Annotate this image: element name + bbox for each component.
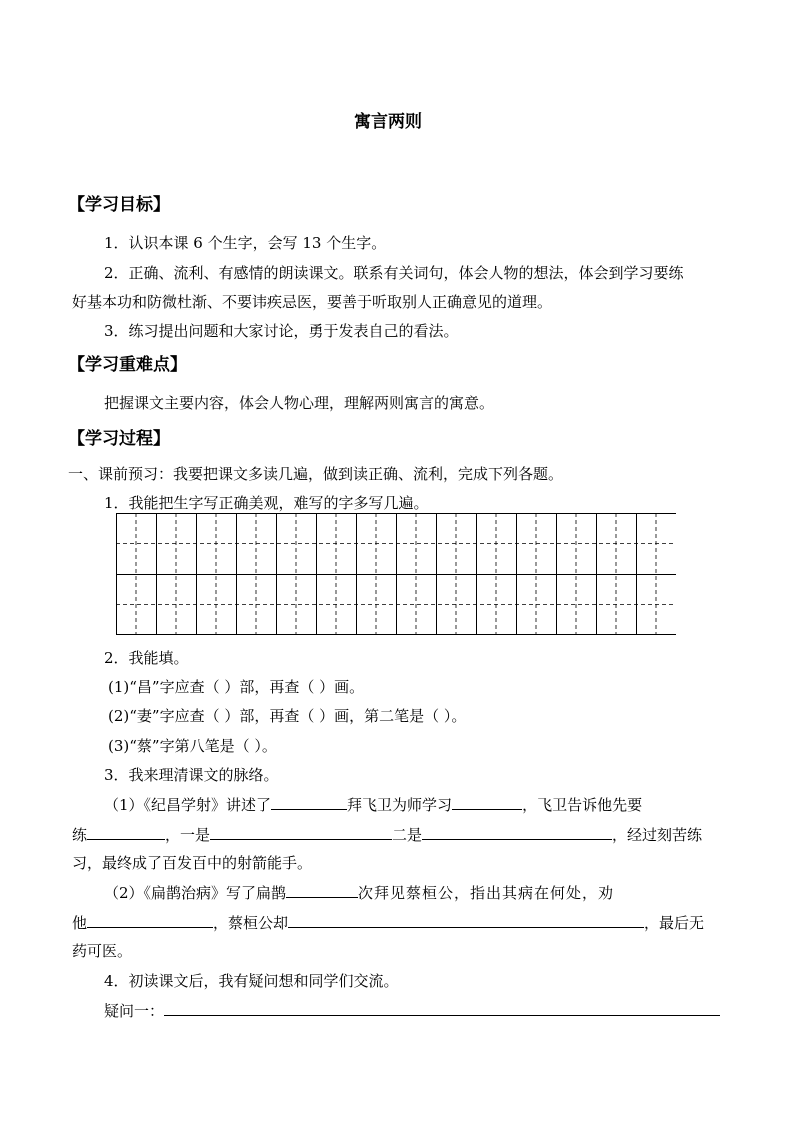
character-writing-grid[interactable] <box>116 513 676 635</box>
goal-3: 3．练习提出问题和大家讨论，勇于发表自己的看法。 <box>104 322 459 340</box>
blank-line[interactable] <box>164 999 720 1016</box>
section-heading-keypoints: 【学习重难点】 <box>68 355 187 375</box>
question-3-1-line-3: 习，最终成了百发百中的射箭能手。 <box>72 854 313 872</box>
blank-line[interactable] <box>422 823 612 840</box>
goal-2-line-1: 2．正确、流利、有感情的朗读课文。联系有关词句，体会人物的想法，体会到学习要练 <box>104 264 684 282</box>
blank-line[interactable] <box>271 793 347 810</box>
goal-2-line-2: 好基本功和防微杜渐、不要讳疾忌医，要善于听取别人正确意见的道理。 <box>72 293 553 311</box>
question-4-answer: 疑问一： <box>104 999 720 1021</box>
question-2-2: (2)“妻”字应查（ ）部，再查（ ）画，第二笔是（ ）。 <box>108 707 467 725</box>
blank-line[interactable] <box>87 911 213 928</box>
section-heading-process: 【学习过程】 <box>68 429 170 449</box>
question-2-3: (3)“蔡”字第八笔是（ ）。 <box>108 737 277 755</box>
blank-line[interactable] <box>288 911 644 928</box>
blank-line[interactable] <box>87 823 165 840</box>
preview-intro: 一、课前预习：我要把课文多读几遍，做到读正确、流利，完成下列各题。 <box>68 465 564 483</box>
question-3-2-line-1: （2）《扁鹊治病》写了扁鹊 次拜见蔡桓公，指出其病在何处，劝 <box>104 881 614 903</box>
question-3-1-line-1: （1）《纪昌学射》讲述了 拜飞卫为师学习 ，飞卫告诉他先要 <box>104 793 642 815</box>
keypoints-text: 把握课文主要内容，体会人物心理，理解两则寓言的寓意。 <box>104 394 495 412</box>
goal-1: 1．认识本课 6 个生字，会写 13 个生字。 <box>104 234 387 252</box>
question-2: 2．我能填。 <box>104 649 189 667</box>
question-3: 3．我来理清课文的脉络。 <box>104 766 279 784</box>
blank-line[interactable] <box>210 823 392 840</box>
question-3-1-line-2: 练 ，一是 二是 ，经过刻苦练 <box>72 823 702 845</box>
question-3-2-line-2: 他 ，蔡桓公却 ，最后无 <box>72 911 704 933</box>
blank-line[interactable] <box>286 881 358 898</box>
question-3-2-line-3: 药可医。 <box>72 942 133 960</box>
question-2-1: (1)“昌”字应查（ ）部，再查（ ）画。 <box>108 678 365 696</box>
question-4: 4．初读课文后，我有疑问想和同学们交流。 <box>104 972 399 990</box>
question-1: 1．我能把生字写正确美观，难写的字多写几遍。 <box>104 494 429 512</box>
page-title: 寓言两则 <box>354 112 422 132</box>
blank-line[interactable] <box>452 793 522 810</box>
section-heading-goals: 【学习目标】 <box>68 195 170 215</box>
